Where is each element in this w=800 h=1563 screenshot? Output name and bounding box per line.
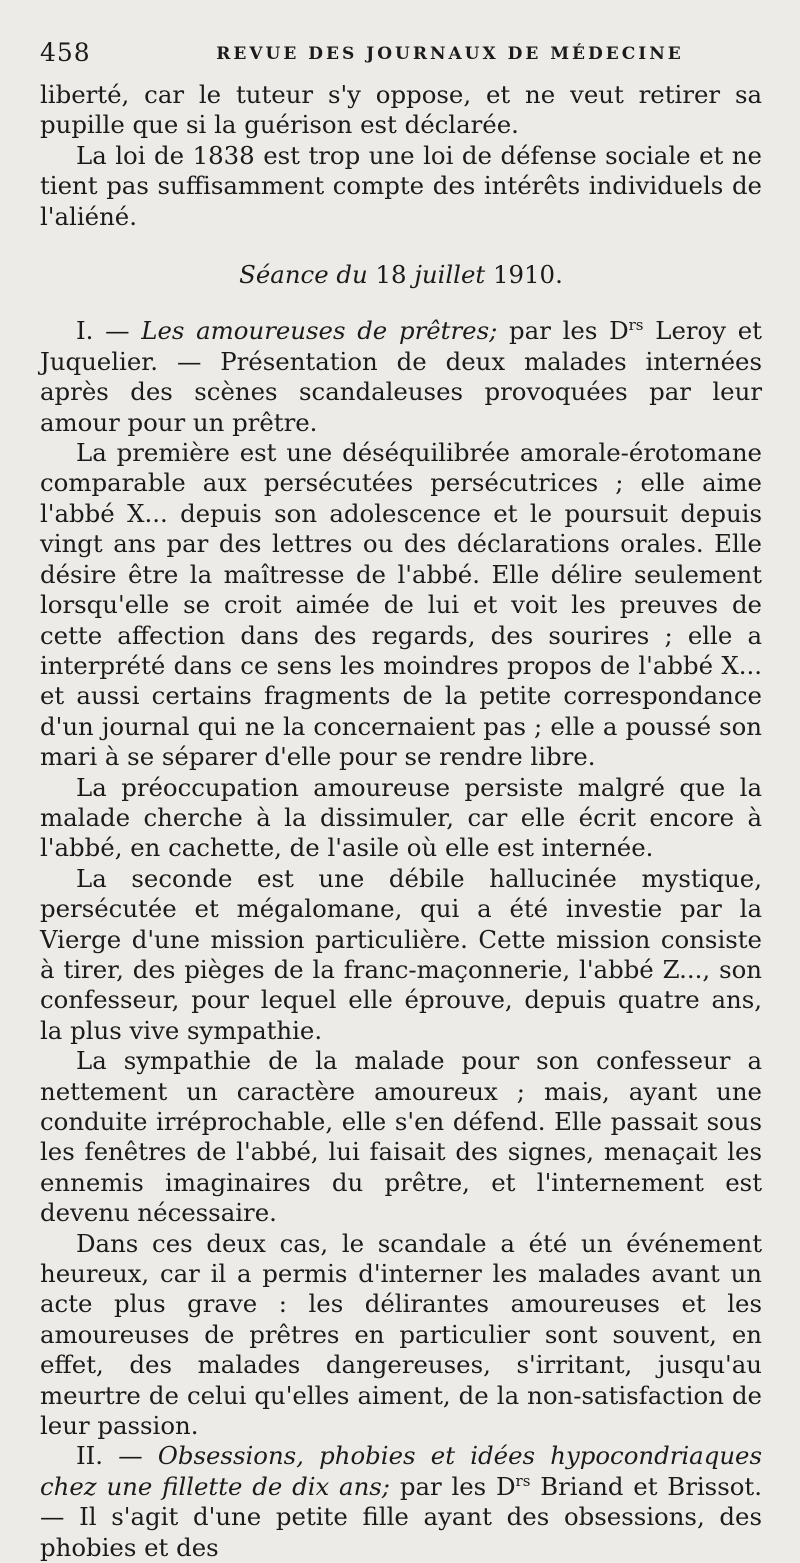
section-2-numeral: II. — <box>76 1441 143 1471</box>
section-1-heading <box>40 316 762 438</box>
section-2-by: par les D <box>399 1471 516 1501</box>
page-number: 458 <box>40 38 91 67</box>
section-1-numeral: I. — <box>76 316 130 346</box>
paragraph-continued: liberté, car le tuteur s'y oppose, et ne veut retirer sa pupille que si la guérison est déclarée. <box>40 80 762 140</box>
paragraph-preoccupation: La préoccupation amoureuse persiste malgré que la malade cherche à la dissimuler, car elle écrit encore à l'abbé, en cachette, de l'asile où elle est internée. <box>40 772 762 863</box>
session-year: 1910. <box>493 260 563 290</box>
running-title: REVUE DES JOURNAUX DE MÉDECINE <box>216 44 684 64</box>
session-heading <box>40 260 762 290</box>
section-2-authors: Briand et Brissot. <box>540 1471 762 1501</box>
paragraph-premiere-malade: La première est une déséquilibrée amorale-érotomane comparable aux persécutées persécutrices ; elle aime l'abbé X... depuis son adolescence et le poursuit depuis vingt ans par des lettres ou des déclarations orales. Elle désire être la maîtresse de l'abbé. Elle délire seulement lorsqu'elle se croit aimée de lui et voit les preuves de cette affection dans des regards, des sourires ; elle a interprété dans ce sens les moindres propos de l'abbé X... et aussi certains fragments de la petite correspondance d'un journal qui ne la concernaient pas ; elle a poussé son mari à se séparer d'elle pour se rendre libre. <box>40 438 762 772</box>
paragraph-conclusion: Dans ces deux cas, le scandale a été un événement heureux, car il a permis d'interner les malades avant un acte plus grave : les délirantes amoureuses et les amoureuses de prêtres en particulier sont souvent, en effet, des malades dangereuses, s'irritant, jusqu'au meurtre de celui qu'elles aiment, de la non-satisfaction de leur passion. <box>40 1228 762 1441</box>
page-header <box>40 34 762 74</box>
paragraph-sympathie: La sympathie de la malade pour son confesseur a nettement un caractère amoureux ; mais, ayant une conduite irréprochable, elle s'en défend. Elle passait sous les fenêtres de l'abbé, lui faisait des signes, menaçait les ennemis imaginaires du prêtre, et l'internement est devenu nécessaire. <box>40 1046 762 1228</box>
section-2-sup: rs <box>515 1471 531 1490</box>
session-month: juillet <box>414 260 486 290</box>
section-2-text: — Il s'agit d'une petite fille ayant des obsessions, des phobies et des <box>40 1502 762 1562</box>
paragraph-seconde-malade: La seconde est une débile hallucinée mystique, persécutée et mégalomane, qui a été investie par la Vierge d'une mission particulière. Cette mission consiste à tirer, des pièges de la franc-maçonnerie, l'abbé Z..., son confesseur, pour lequel elle éprouve, depuis quatre ans, la plus vive sympathie. <box>40 863 762 1045</box>
section-1-text: — Présentation de deux malades internées après des scènes scandaleuses provoquées par leur amour pour un prêtre. <box>40 346 762 437</box>
section-1-sup: rs <box>628 316 644 335</box>
section-2-title: Obsessions, phobies et idées hypocondriaques chez une fillette de dix ans; <box>40 1441 762 1501</box>
section-1-by: par les D <box>509 316 629 346</box>
body-text <box>40 80 762 1563</box>
section-2-heading <box>40 1441 762 1563</box>
session-prefix: Séance du <box>239 260 368 290</box>
paragraph-loi-1838: La loi de 1838 est trop une loi de défense sociale et ne tient pas suffisamment compte des intérêts individuels de l'aliéné. <box>40 140 762 231</box>
section-1-authors: Leroy et Juquelier. <box>40 316 762 376</box>
section-1-title: Les amoureuses de prêtres; <box>141 316 498 346</box>
session-day: 18 <box>375 260 407 290</box>
